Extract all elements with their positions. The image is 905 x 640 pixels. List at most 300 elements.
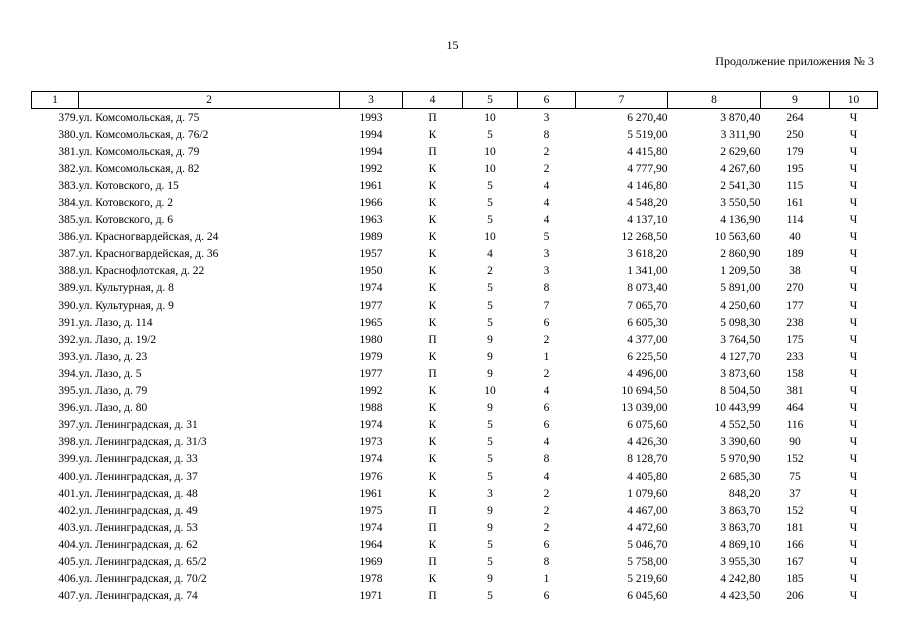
- table-row: [32, 177, 878, 194]
- page-number: 15: [446, 38, 459, 52]
- cell-wall-material: К: [428, 487, 437, 500]
- table-row: [32, 229, 878, 246]
- cell-residents: 40: [789, 231, 801, 244]
- cell-residents: 114: [786, 214, 804, 227]
- cell-floors: 5: [487, 179, 493, 192]
- cell-address: ул. Лазо, д. 80: [78, 402, 148, 415]
- cell-category: Ч: [849, 265, 858, 278]
- cell-entrances: 7: [543, 299, 550, 312]
- cell-row-number: 385.: [58, 214, 79, 227]
- cell-living-area: 4 423,50: [720, 590, 761, 603]
- cell-entrances: 2: [543, 333, 550, 346]
- cell-row-number: 406.: [58, 573, 79, 586]
- cell-total-area: 4 426,30: [627, 436, 668, 449]
- cell-category: Ч: [849, 487, 858, 500]
- cell-category: Ч: [849, 470, 858, 483]
- cell-row-number: 396.: [58, 402, 79, 415]
- cell-total-area: 4 405,80: [627, 470, 668, 483]
- cell-year-built: 1992: [359, 162, 383, 175]
- cell-category: Ч: [849, 214, 858, 227]
- cell-wall-material: К: [428, 573, 437, 586]
- cell-total-area: 6 045,60: [627, 590, 668, 603]
- cell-wall-material: П: [428, 367, 437, 380]
- column-header: 4: [403, 92, 463, 109]
- cell-category: Ч: [849, 111, 858, 124]
- cell-entrances: 4: [543, 197, 550, 210]
- cell-category: Ч: [849, 299, 858, 312]
- cell-wall-material: К: [428, 470, 437, 483]
- cell-category: Ч: [849, 145, 858, 158]
- cell-address: ул. Красногвардейская, д. 24: [78, 231, 219, 244]
- header-row: [32, 92, 878, 109]
- cell-floors: 5: [487, 214, 493, 227]
- cell-entrances: 4: [543, 214, 550, 227]
- cell-year-built: 1974: [359, 453, 383, 466]
- table-row: [32, 536, 878, 553]
- cell-row-number: 399.: [58, 453, 79, 466]
- cell-wall-material: К: [428, 214, 437, 227]
- cell-row-number: 407.: [58, 590, 79, 603]
- cell-address: ул. Ленинградская, д. 74: [78, 590, 198, 603]
- cell-address: ул. Комсомольская, д. 76/2: [78, 128, 209, 141]
- cell-living-area: 3 870,40: [720, 111, 761, 124]
- cell-floors: 10: [484, 385, 496, 398]
- cell-residents: 179: [786, 145, 804, 158]
- table-row: [32, 451, 878, 468]
- table-body: [32, 109, 878, 605]
- cell-address: ул. Краснофлотская, д. 22: [78, 265, 205, 278]
- table-row: [32, 160, 878, 177]
- cell-category: Ч: [849, 573, 858, 586]
- cell-year-built: 1977: [359, 367, 383, 380]
- cell-total-area: 1 341,00: [627, 265, 668, 278]
- cell-entrances: 4: [543, 385, 550, 398]
- cell-entrances: 1: [543, 350, 550, 363]
- column-header: 5: [463, 92, 518, 109]
- cell-category: Ч: [849, 555, 858, 568]
- cell-residents: 152: [786, 504, 804, 517]
- cell-residents: 185: [786, 573, 804, 586]
- cell-residents: 158: [786, 367, 804, 380]
- cell-wall-material: К: [428, 419, 437, 432]
- cell-total-area: 13 039,00: [621, 402, 668, 415]
- cell-address: ул. Ленинградская, д. 31/3: [78, 436, 207, 449]
- cell-wall-material: К: [428, 162, 437, 175]
- cell-row-number: 389.: [58, 282, 79, 295]
- cell-year-built: 1993: [359, 111, 383, 124]
- cell-category: Ч: [849, 248, 858, 261]
- table-row: [32, 502, 878, 519]
- cell-category: Ч: [849, 162, 858, 175]
- cell-row-number: 401.: [58, 487, 79, 500]
- cell-wall-material: К: [428, 179, 437, 192]
- cell-wall-material: К: [428, 197, 437, 210]
- cell-address: ул. Красногвардейская, д. 36: [78, 248, 219, 261]
- cell-row-number: 392.: [58, 333, 79, 346]
- cell-category: Ч: [849, 590, 858, 603]
- cell-total-area: 6 075,60: [627, 419, 668, 432]
- cell-floors: 5: [487, 436, 493, 449]
- cell-living-area: 3 873,60: [720, 367, 761, 380]
- cell-address: ул. Комсомольская, д. 79: [78, 145, 200, 158]
- cell-total-area: 4 415,80: [627, 145, 668, 158]
- cell-living-area: 5 891,00: [720, 282, 761, 295]
- cell-row-number: 400.: [58, 470, 79, 483]
- cell-address: ул. Лазо, д. 5: [78, 367, 142, 380]
- cell-wall-material: П: [428, 145, 437, 158]
- cell-wall-material: К: [428, 436, 437, 449]
- table-row: [32, 400, 878, 417]
- cell-residents: 175: [786, 333, 804, 346]
- cell-total-area: 4 146,80: [627, 179, 668, 192]
- cell-wall-material: К: [428, 299, 437, 312]
- cell-entrances: 6: [543, 402, 550, 415]
- table-row: [32, 434, 878, 451]
- cell-floors: 10: [484, 145, 496, 158]
- cell-floors: 9: [487, 333, 493, 346]
- cell-wall-material: К: [428, 316, 437, 329]
- cell-living-area: 10 563,60: [714, 231, 761, 244]
- cell-wall-material: П: [428, 590, 437, 603]
- cell-wall-material: П: [428, 333, 437, 346]
- cell-floors: 9: [487, 504, 493, 517]
- cell-year-built: 1994: [359, 128, 383, 141]
- cell-wall-material: К: [428, 350, 437, 363]
- table-row: [32, 383, 878, 400]
- cell-total-area: 1 079,60: [627, 487, 668, 500]
- column-header: 7: [576, 92, 668, 109]
- cell-residents: 464: [786, 402, 804, 415]
- cell-total-area: 4 777,90: [627, 162, 668, 175]
- cell-year-built: 1980: [359, 333, 383, 346]
- cell-category: Ч: [849, 402, 858, 415]
- cell-entrances: 8: [543, 555, 550, 568]
- cell-row-number: 381.: [58, 145, 79, 158]
- cell-residents: 161: [786, 197, 804, 210]
- cell-category: Ч: [849, 197, 858, 210]
- cell-row-number: 393.: [58, 350, 79, 363]
- cell-living-area: 848,20: [728, 487, 761, 500]
- cell-year-built: 1979: [359, 350, 383, 363]
- cell-category: Ч: [849, 521, 858, 534]
- cell-wall-material: П: [428, 111, 437, 124]
- cell-address: ул. Ленинградская, д. 53: [78, 521, 198, 534]
- cell-residents: 166: [786, 538, 804, 551]
- cell-residents: 38: [789, 265, 801, 278]
- cell-total-area: 7 065,70: [627, 299, 668, 312]
- cell-wall-material: П: [428, 555, 437, 568]
- cell-residents: 167: [786, 555, 804, 568]
- cell-total-area: 5 219,60: [627, 573, 668, 586]
- cell-address: ул. Ленинградская, д. 70/2: [78, 573, 207, 586]
- cell-address: ул. Комсомольская, д. 75: [78, 111, 200, 124]
- cell-residents: 264: [786, 111, 804, 124]
- table-row: [32, 194, 878, 211]
- continuation-title: Продолжение приложения № 3: [715, 54, 874, 68]
- cell-residents: 233: [786, 350, 804, 363]
- cell-living-area: 3 863,70: [720, 504, 761, 517]
- cell-category: Ч: [849, 231, 858, 244]
- cell-living-area: 3 390,60: [720, 436, 761, 449]
- cell-total-area: 10 694,50: [621, 385, 668, 398]
- cell-total-area: 4 377,00: [627, 333, 668, 346]
- table-row: [32, 519, 878, 536]
- cell-wall-material: К: [428, 248, 437, 261]
- cell-wall-material: К: [428, 231, 437, 244]
- cell-entrances: 2: [543, 504, 550, 517]
- cell-row-number: 402.: [58, 504, 79, 517]
- cell-residents: 75: [789, 470, 801, 483]
- cell-address: ул. Ленинградская, д. 62: [78, 538, 198, 551]
- cell-year-built: 1978: [359, 573, 383, 586]
- cell-entrances: 2: [543, 487, 550, 500]
- cell-wall-material: П: [428, 521, 437, 534]
- cell-living-area: 3 311,90: [720, 128, 761, 141]
- table-row: [32, 331, 878, 348]
- cell-category: Ч: [849, 179, 858, 192]
- cell-living-area: 4 127,70: [720, 350, 761, 363]
- table-row: [32, 314, 878, 331]
- cell-year-built: 1963: [359, 214, 383, 227]
- cell-category: Ч: [849, 436, 858, 449]
- cell-year-built: 1988: [359, 402, 383, 415]
- cell-floors: 5: [487, 299, 493, 312]
- cell-total-area: 5 758,00: [627, 555, 668, 568]
- cell-entrances: 4: [543, 436, 550, 449]
- cell-category: Ч: [849, 538, 858, 551]
- cell-residents: 116: [786, 419, 804, 432]
- cell-entrances: 8: [543, 282, 550, 295]
- cell-category: Ч: [849, 333, 858, 346]
- cell-total-area: 6 225,50: [627, 350, 668, 363]
- cell-living-area: 2 541,30: [720, 179, 761, 192]
- cell-living-area: 3 955,30: [720, 555, 761, 568]
- cell-year-built: 1977: [359, 299, 383, 312]
- cell-row-number: 390.: [58, 299, 79, 312]
- table-row: [32, 588, 878, 605]
- cell-living-area: 2 685,30: [720, 470, 761, 483]
- cell-living-area: 1 209,50: [720, 265, 761, 278]
- cell-year-built: 1965: [359, 316, 383, 329]
- cell-category: Ч: [849, 350, 858, 363]
- cell-year-built: 1976: [359, 470, 383, 483]
- cell-row-number: 388.: [58, 265, 79, 278]
- cell-total-area: 5 519,00: [627, 128, 668, 141]
- cell-address: ул. Ленинградская, д. 49: [78, 504, 198, 517]
- cell-row-number: 387.: [58, 248, 79, 261]
- cell-category: Ч: [849, 453, 858, 466]
- cell-total-area: 5 046,70: [627, 538, 668, 551]
- cell-entrances: 6: [543, 590, 550, 603]
- cell-residents: 37: [789, 487, 801, 500]
- cell-total-area: 3 618,20: [627, 248, 668, 261]
- cell-floors: 5: [487, 128, 493, 141]
- table-row: [32, 417, 878, 434]
- cell-living-area: 4 869,10: [720, 538, 761, 551]
- column-header: 8: [668, 92, 761, 109]
- cell-year-built: 1992: [359, 385, 383, 398]
- column-header: 3: [340, 92, 403, 109]
- cell-floors: 9: [487, 367, 493, 380]
- cell-row-number: 382.: [58, 162, 79, 175]
- cell-total-area: 6 270,40: [627, 111, 668, 124]
- cell-living-area: 4 242,80: [720, 573, 761, 586]
- cell-floors: 5: [487, 590, 493, 603]
- cell-entrances: 4: [543, 470, 550, 483]
- table-row: [32, 263, 878, 280]
- table-row: [32, 109, 878, 127]
- cell-floors: 5: [487, 470, 493, 483]
- cell-total-area: 8 073,40: [627, 282, 668, 295]
- cell-address: ул. Ленинградская, д. 65/2: [78, 555, 207, 568]
- cell-total-area: 4 496,00: [627, 367, 668, 380]
- cell-residents: 152: [786, 453, 804, 466]
- cell-year-built: 1994: [359, 145, 383, 158]
- table-row: [32, 246, 878, 263]
- table-row: [32, 571, 878, 588]
- cell-entrances: 1: [543, 573, 550, 586]
- cell-floors: 10: [484, 111, 496, 124]
- cell-entrances: 8: [543, 128, 550, 141]
- cell-floors: 9: [487, 350, 493, 363]
- cell-address: ул. Ленинградская, д. 33: [78, 453, 198, 466]
- cell-address: ул. Лазо, д. 79: [78, 385, 148, 398]
- column-header: 6: [518, 92, 576, 109]
- cell-address: ул. Котовского, д. 15: [78, 179, 179, 192]
- cell-year-built: 1969: [359, 555, 383, 568]
- cell-row-number: 398.: [58, 436, 79, 449]
- cell-residents: 90: [789, 436, 801, 449]
- cell-entrances: 3: [543, 111, 550, 124]
- cell-category: Ч: [849, 316, 858, 329]
- cell-year-built: 1975: [359, 504, 383, 517]
- cell-residents: 181: [786, 521, 804, 534]
- cell-floors: 9: [487, 521, 493, 534]
- cell-total-area: 4 548,20: [627, 197, 668, 210]
- cell-year-built: 1974: [359, 282, 383, 295]
- cell-entrances: 2: [543, 162, 550, 175]
- cell-category: Ч: [849, 367, 858, 380]
- column-header: 1: [32, 92, 79, 109]
- cell-total-area: 8 128,70: [627, 453, 668, 466]
- cell-entrances: 5: [543, 231, 550, 244]
- cell-residents: 206: [786, 590, 804, 603]
- cell-living-area: 3 550,50: [720, 197, 761, 210]
- cell-row-number: 397.: [58, 419, 79, 432]
- cell-wall-material: К: [428, 265, 437, 278]
- cell-residents: 195: [786, 162, 804, 175]
- cell-row-number: 405.: [58, 555, 79, 568]
- cell-entrances: 6: [543, 538, 550, 551]
- table-row: [32, 485, 878, 502]
- cell-entrances: 6: [543, 419, 550, 432]
- cell-living-area: 3 863,70: [720, 521, 761, 534]
- table-row: [32, 553, 878, 570]
- cell-floors: 5: [487, 419, 493, 432]
- cell-living-area: 2 629,60: [720, 145, 761, 158]
- cell-total-area: 6 605,30: [627, 316, 668, 329]
- table-row: [32, 126, 878, 143]
- cell-residents: 270: [786, 282, 804, 295]
- cell-entrances: 2: [543, 367, 550, 380]
- cell-year-built: 1973: [359, 436, 383, 449]
- column-header: 10: [830, 92, 878, 109]
- cell-floors: 2: [487, 265, 493, 278]
- cell-year-built: 1950: [359, 265, 383, 278]
- cell-entrances: 6: [543, 316, 550, 329]
- cell-total-area: 4 137,10: [627, 214, 668, 227]
- table-row: [32, 365, 878, 382]
- cell-wall-material: К: [428, 128, 437, 141]
- cell-row-number: 383.: [58, 179, 79, 192]
- cell-residents: 250: [786, 128, 804, 141]
- cell-year-built: 1989: [359, 231, 383, 244]
- cell-address: ул. Комсомольская, д. 82: [78, 162, 200, 175]
- cell-total-area: 12 268,50: [621, 231, 668, 244]
- cell-living-area: 4 250,60: [720, 299, 761, 312]
- cell-row-number: 403.: [58, 521, 79, 534]
- cell-row-number: 391.: [58, 316, 79, 329]
- cell-floors: 5: [487, 555, 493, 568]
- cell-living-area: 4 552,50: [720, 419, 761, 432]
- cell-address: ул. Ленинградская, д. 37: [78, 470, 198, 483]
- cell-row-number: 380.: [58, 128, 79, 141]
- cell-year-built: 1964: [359, 538, 383, 551]
- cell-address: ул. Лазо, д. 23: [78, 350, 148, 363]
- cell-address: ул. Лазо, д. 114: [78, 316, 153, 329]
- cell-residents: 189: [786, 248, 804, 261]
- cell-category: Ч: [849, 385, 858, 398]
- cell-total-area: 4 472,60: [627, 521, 668, 534]
- cell-address: ул. Культурная, д. 9: [78, 299, 174, 312]
- cell-address: ул. Лазо, д. 19/2: [78, 333, 157, 346]
- cell-address: ул. Ленинградская, д. 48: [78, 487, 198, 500]
- cell-row-number: 394.: [58, 367, 79, 380]
- cell-living-area: 5 098,30: [720, 316, 761, 329]
- cell-year-built: 1974: [359, 419, 383, 432]
- cell-floors: 4: [487, 248, 493, 261]
- cell-floors: 5: [487, 316, 493, 329]
- cell-year-built: 1974: [359, 521, 383, 534]
- cell-wall-material: П: [428, 504, 437, 517]
- cell-row-number: 379.: [58, 111, 79, 124]
- cell-row-number: 404.: [58, 538, 79, 551]
- cell-living-area: 2 860,90: [720, 248, 761, 261]
- cell-address: ул. Культурная, д. 8: [78, 282, 174, 295]
- cell-floors: 3: [487, 487, 493, 500]
- cell-row-number: 386.: [58, 231, 79, 244]
- column-header: 2: [79, 92, 340, 109]
- cell-address: ул. Котовского, д. 2: [78, 197, 174, 210]
- cell-total-area: 4 467,00: [627, 504, 668, 517]
- cell-entrances: 2: [543, 145, 550, 158]
- cell-category: Ч: [849, 282, 858, 295]
- cell-floors: 5: [487, 197, 493, 210]
- cell-living-area: 5 970,90: [720, 453, 761, 466]
- cell-residents: 381: [786, 385, 804, 398]
- table-row: [32, 348, 878, 365]
- cell-residents: 177: [786, 299, 804, 312]
- cell-living-area: 3 764,50: [720, 333, 761, 346]
- cell-entrances: 2: [543, 521, 550, 534]
- cell-living-area: 4 136,90: [720, 214, 761, 227]
- cell-floors: 10: [484, 231, 496, 244]
- cell-year-built: 1966: [359, 197, 383, 210]
- cell-entrances: 4: [543, 179, 550, 192]
- cell-row-number: 395.: [58, 385, 79, 398]
- cell-category: Ч: [849, 504, 858, 517]
- column-header: 9: [761, 92, 830, 109]
